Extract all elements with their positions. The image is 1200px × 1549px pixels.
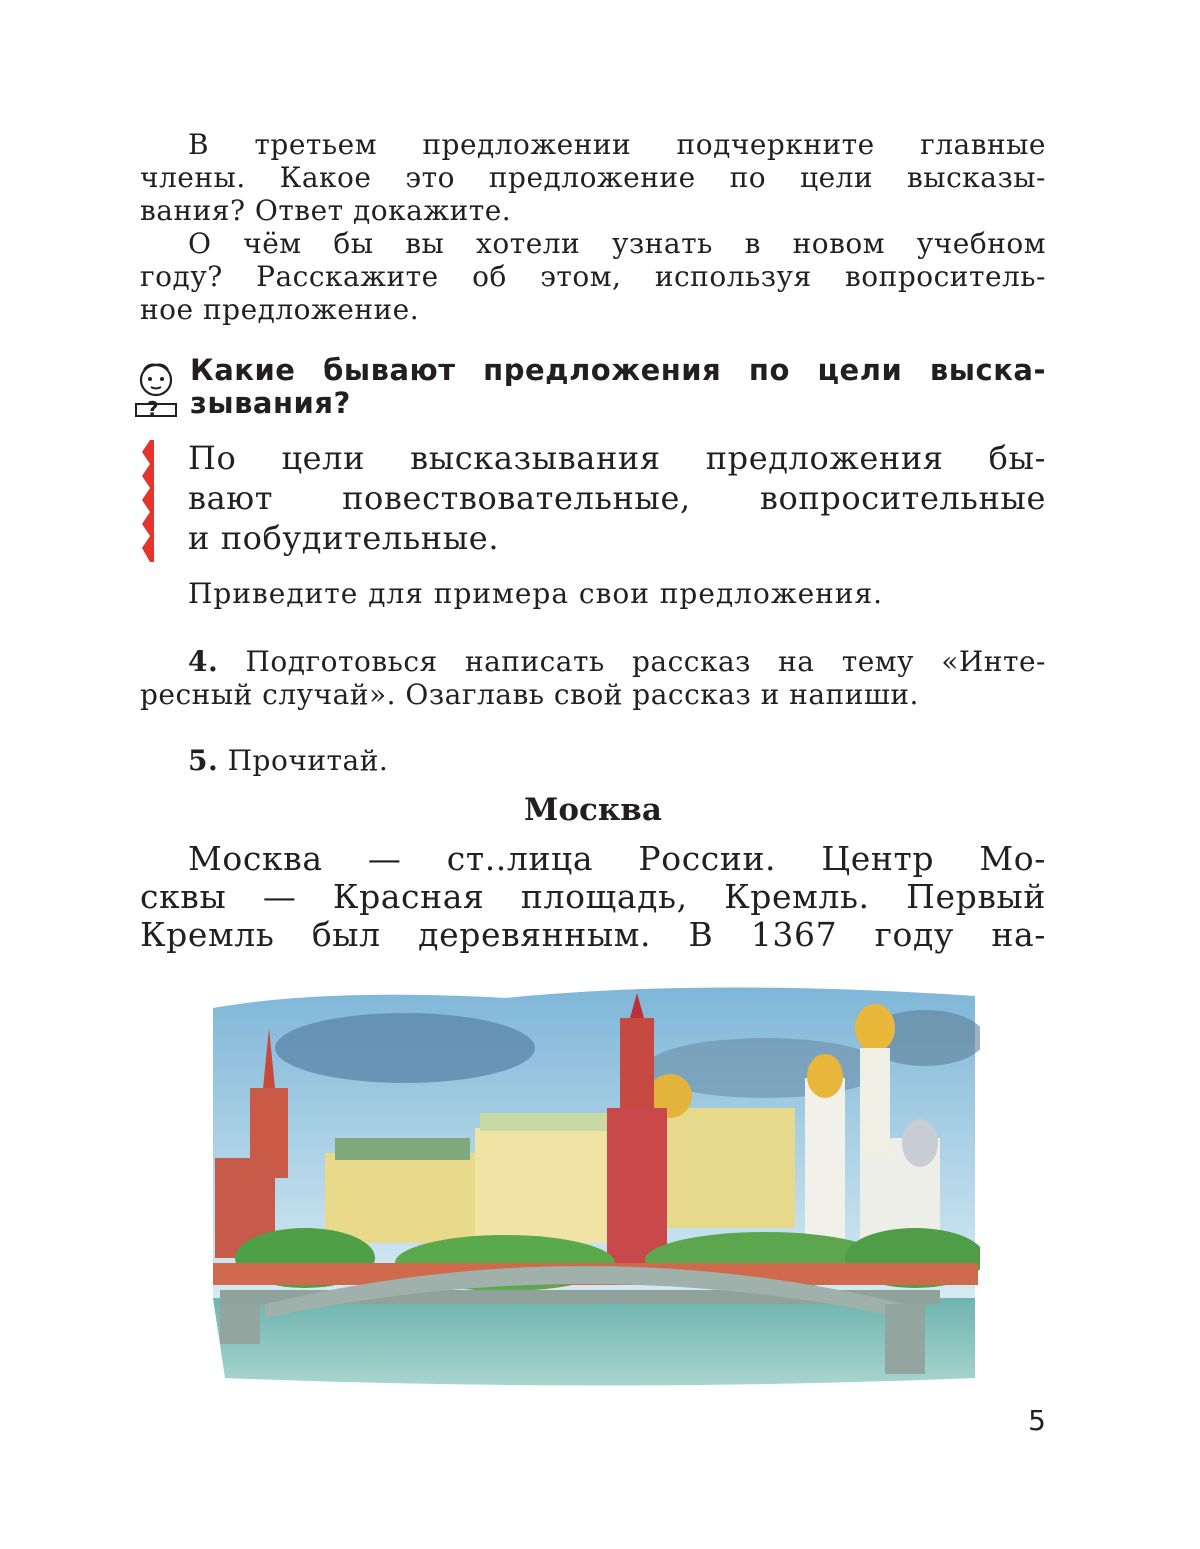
text-line [140,645,1046,678]
story-text [140,840,1046,954]
text-line: В третьем предложении подчеркните главные [188,128,1046,161]
exercise-number: 5. [188,744,219,777]
text-line: Москва — ст..лица России. Центр Мо- [188,839,1046,878]
text-line: члены. Какое это предложение по цели высказы- [140,161,1046,194]
text-line: и побудительные. [188,519,500,557]
exercise-text: Подготовься написать рассказ на тему «Инте- [245,645,1046,678]
text-line: ное предложение. [140,293,420,326]
rule-marker-icon [138,440,154,562]
text-line: Кремль был деревянным. В 1367 году на- [140,915,1046,954]
intro-paragraph-2 [140,227,1046,326]
text-line: вают повествовательные, вопросительные [188,479,1046,517]
text-line: вания? Ответ докажите. [140,194,512,227]
thinking-child-icon [130,360,182,418]
story-title: Москва [524,792,662,828]
text-line: О чём бы вы хотели узнать в новом учебном [188,227,1046,260]
intro-paragraph-1 [140,128,1046,227]
text-line: сквы — Красная площадь, Кремль. Первый [140,877,1046,916]
kremlin-illustration [205,978,980,1393]
text-line [140,744,1046,777]
exercise-number: 4. [188,645,219,678]
exercise-4 [140,645,1046,711]
text-line: ресный случай». Озаглавь свой рассказ и напиши. [140,678,919,711]
text-line: Какие бывают предложения по цели выска- [190,353,1046,387]
question-heading [190,354,1046,420]
exercise-text: Прочитай. [227,744,389,777]
text-line: По цели высказывания предложения бы- [188,439,1046,477]
exercise-5 [140,744,1046,777]
rule-box [188,438,1046,558]
text-line: году? Расскажите об этом, используя вопроситель- [140,260,1046,293]
rule-task: Приведите для примера свои предложения. [188,577,884,610]
text-line: зывания? [190,386,351,420]
page-number: 5 [1028,1404,1046,1437]
svg-text:?: ? [147,397,159,418]
